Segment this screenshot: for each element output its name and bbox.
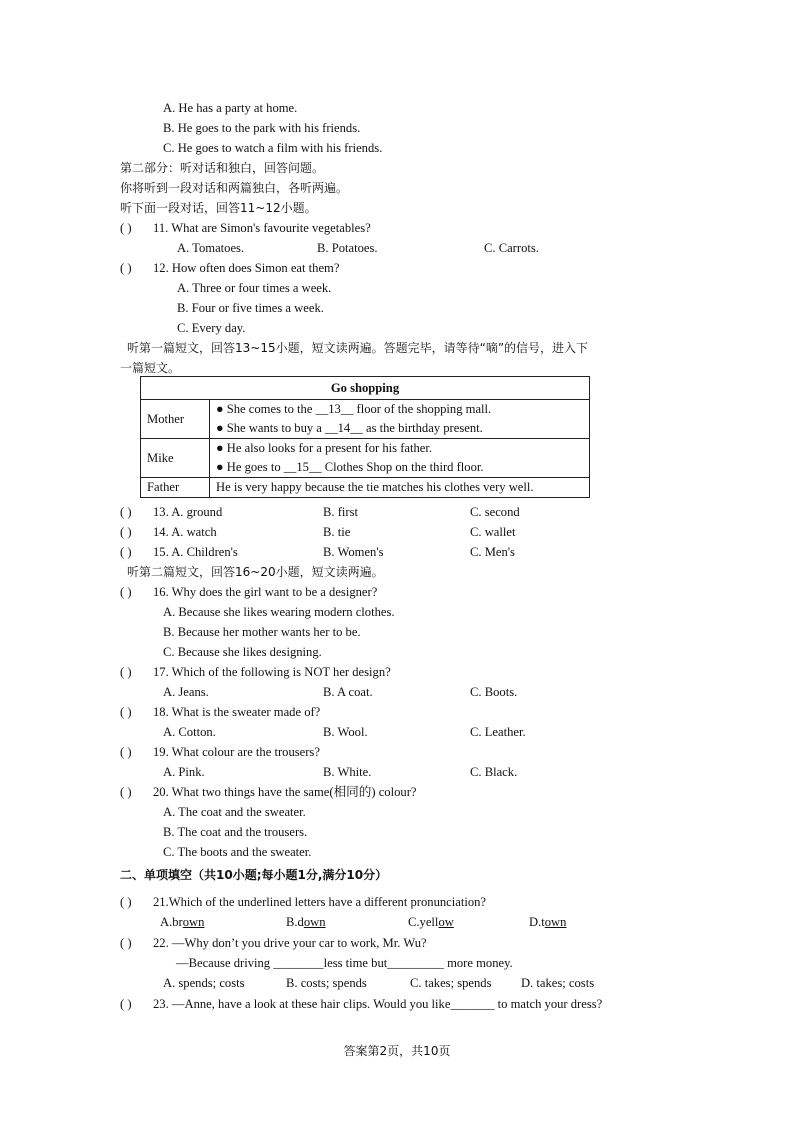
part2-title: 第二部分：听对话和独白，回答问题。 — [120, 161, 325, 175]
table-row-content-mike — [210, 439, 590, 478]
table-row-content-father — [210, 478, 590, 498]
q17-option-a: A. Jeans. — [163, 685, 209, 699]
q12-option-c: C. Every day. — [177, 321, 246, 335]
q20-option-b: B. The coat and the trousers. — [163, 825, 308, 839]
q10-option-a: A. He has a party at home. — [163, 101, 298, 115]
q16-bracket[interactable]: ( ) — [120, 585, 132, 599]
q22-option-c: C. takes; spends — [410, 976, 492, 990]
q17-bracket[interactable]: ( ) — [120, 665, 132, 679]
q18-option-c: C. Leather. — [470, 725, 526, 739]
q18-option-a: A. Cotton. — [163, 725, 216, 739]
table-row-content-mother — [210, 400, 590, 439]
passage2-intro: 听第二篇短文，回答16~20小题，短文读两遍。 — [127, 565, 384, 579]
q10-option-c: C. He goes to watch a film with his friends. — [163, 141, 383, 155]
q17-option-c: C. Boots. — [470, 685, 518, 699]
q11-stem: 11. What are Simon's favourite vegetables? — [153, 221, 371, 235]
q14-stem: 14. A. watch — [153, 525, 217, 539]
go-shopping-table — [140, 376, 590, 498]
q14-option-c: C. wallet — [470, 525, 516, 539]
q22-option-a: A. spends; costs — [163, 976, 245, 990]
passage1-intro-line1: 听第一篇短文，回答13~15小题，短文读两遍。答题完毕，请等待“嘀”的信号，进入下 — [127, 341, 589, 355]
q21-option-a: A.brown — [160, 915, 205, 929]
q16-option-a: A. Because she likes wearing modern clothes. — [163, 605, 395, 619]
q16-option-c: C. Because she likes designing. — [163, 645, 322, 659]
q19-bracket[interactable]: ( ) — [120, 745, 132, 759]
q21-option-c: C.yellow — [408, 915, 454, 929]
q10-option-b: B. He goes to the park with his friends. — [163, 121, 361, 135]
q21-stem: 21.Which of the underlined letters have a different pronunciation? — [153, 895, 487, 909]
q11-option-a: A. Tomatoes. — [177, 241, 245, 255]
q15-option-c: C. Men's — [470, 545, 515, 559]
q19-option-c: C. Black. — [470, 765, 518, 779]
table-row-label-father: Father — [141, 478, 210, 498]
q11-bracket[interactable]: ( ) — [120, 221, 132, 235]
table-row-label-mother: Mother — [141, 400, 210, 439]
q19-option-a: A. Pink. — [163, 765, 205, 779]
section2-title: 二、单项填空（共10小题;每小题1分,满分10分） — [120, 868, 388, 882]
q20-bracket[interactable]: ( ) — [120, 785, 132, 799]
table-title: Go shopping — [141, 377, 590, 400]
q11-option-c: C. Carrots. — [484, 241, 539, 255]
q17-stem: 17. Which of the following is NOT her design? — [153, 665, 391, 679]
mother-line-2: ● She wants to buy a __14__ as the birthday present. — [216, 421, 483, 435]
q14-bracket[interactable]: ( ) — [120, 525, 132, 539]
q13-option-c: C. second — [470, 505, 520, 519]
q23-stem: 23. —Anne, have a look at these hair clips. Would you like_______ to match your dress? — [153, 997, 603, 1011]
q13-bracket[interactable]: ( ) — [120, 505, 132, 519]
q21-option-a-underlined: own — [182, 915, 205, 929]
q12-option-b: B. Four or five times a week. — [177, 301, 324, 315]
q11-option-b: B. Potatoes. — [317, 241, 378, 255]
q18-option-b: B. Wool. — [323, 725, 368, 739]
q15-bracket[interactable]: ( ) — [120, 545, 132, 559]
mother-line-1: ● She comes to the __13__ floor of the shopping mall. — [216, 402, 492, 416]
q21-option-c-underlined: ow — [438, 915, 454, 929]
q12-stem: 12. How often does Simon eat them? — [153, 261, 340, 275]
q15-option-b: B. Women's — [323, 545, 384, 559]
q21-option-d: D.town — [529, 915, 567, 929]
q16-stem: 16. Why does the girl want to be a designer? — [153, 585, 378, 599]
q22-line2: —Because driving ________less time but_________ more money. — [176, 956, 513, 970]
q20-stem: 20. What two things have the same(相同的) colour? — [153, 785, 417, 799]
part2-intro: 你将听到一段对话和两篇独白，各听两遍。 — [120, 181, 349, 195]
dialog-intro: 听下面一段对话，回答11~12小题。 — [120, 201, 317, 215]
q22-option-d: D. takes; costs — [521, 976, 595, 990]
q15-stem: 15. A. Children's — [153, 545, 238, 559]
q21-bracket[interactable]: ( ) — [120, 895, 132, 909]
q17-option-b: B. A coat. — [323, 685, 373, 699]
q21-option-b-underlined: own — [303, 915, 326, 929]
q19-stem: 19. What colour are the trousers? — [153, 745, 320, 759]
q22-bracket[interactable]: ( ) — [120, 936, 132, 950]
q16-option-b: B. Because her mother wants her to be. — [163, 625, 361, 639]
q12-bracket[interactable]: ( ) — [120, 261, 132, 275]
q19-option-b: B. White. — [323, 765, 372, 779]
page-footer: 答案第2页，共10页 — [343, 1044, 451, 1058]
q21-option-d-underlined: own — [544, 915, 567, 929]
q20-option-a: A. The coat and the sweater. — [163, 805, 306, 819]
q14-option-b: B. tie — [323, 525, 351, 539]
q23-bracket[interactable]: ( ) — [120, 997, 132, 1011]
q13-stem: 13. A. ground — [153, 505, 223, 519]
q22-stem: 22. —Why don’t you drive your car to work, Mr. Wu? — [153, 936, 427, 950]
father-line-1: He is very happy because the tie matches his clothes very well. — [216, 480, 534, 494]
q12-option-a: A. Three or four times a week. — [177, 281, 332, 295]
q21-option-b: B.down — [286, 915, 326, 929]
passage1-intro-line2: 一篇短文。 — [120, 361, 181, 375]
q20-option-c: C. The boots and the sweater. — [163, 845, 312, 859]
mike-line-2: ● He goes to __15__ Clothes Shop on the third floor. — [216, 460, 484, 474]
table-row-label-mike: Mike — [141, 439, 210, 478]
q22-option-b: B. costs; spends — [286, 976, 367, 990]
q18-bracket[interactable]: ( ) — [120, 705, 132, 719]
mike-line-1: ● He also looks for a present for his father. — [216, 441, 433, 455]
q13-option-b: B. first — [323, 505, 358, 519]
q18-stem: 18. What is the sweater made of? — [153, 705, 321, 719]
